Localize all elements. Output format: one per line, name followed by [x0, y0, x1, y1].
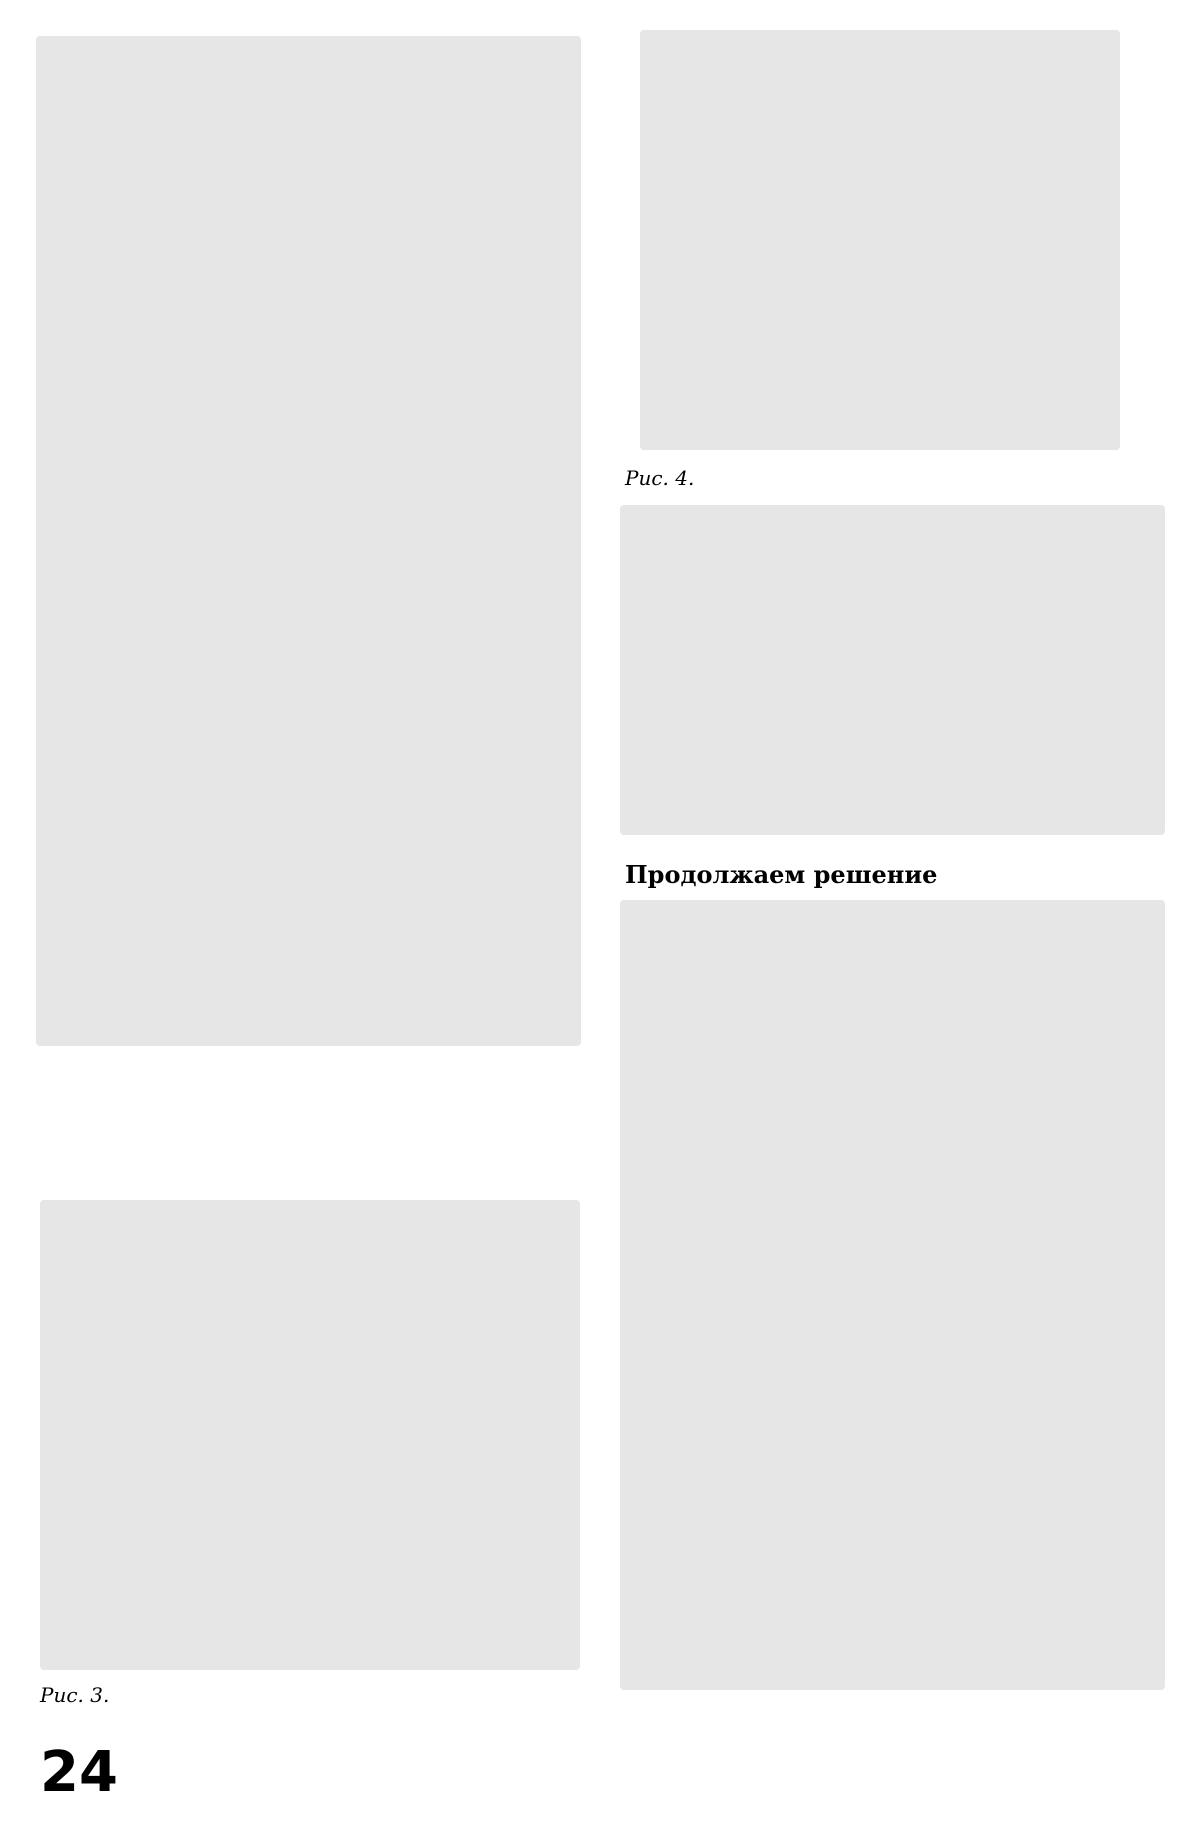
figure-3: [40, 1200, 580, 1670]
section-heading: Продолжаем решение: [625, 860, 938, 889]
text-column-right: [620, 505, 1165, 835]
text-column-right-lower: [620, 900, 1165, 1690]
page-number: 24: [40, 1740, 118, 1805]
fig3-caption: Рис. 3.: [40, 1683, 110, 1707]
text-column-left: [36, 36, 581, 1046]
fig4-caption: Рис. 4.: [625, 466, 695, 490]
figure-4: [640, 30, 1120, 450]
